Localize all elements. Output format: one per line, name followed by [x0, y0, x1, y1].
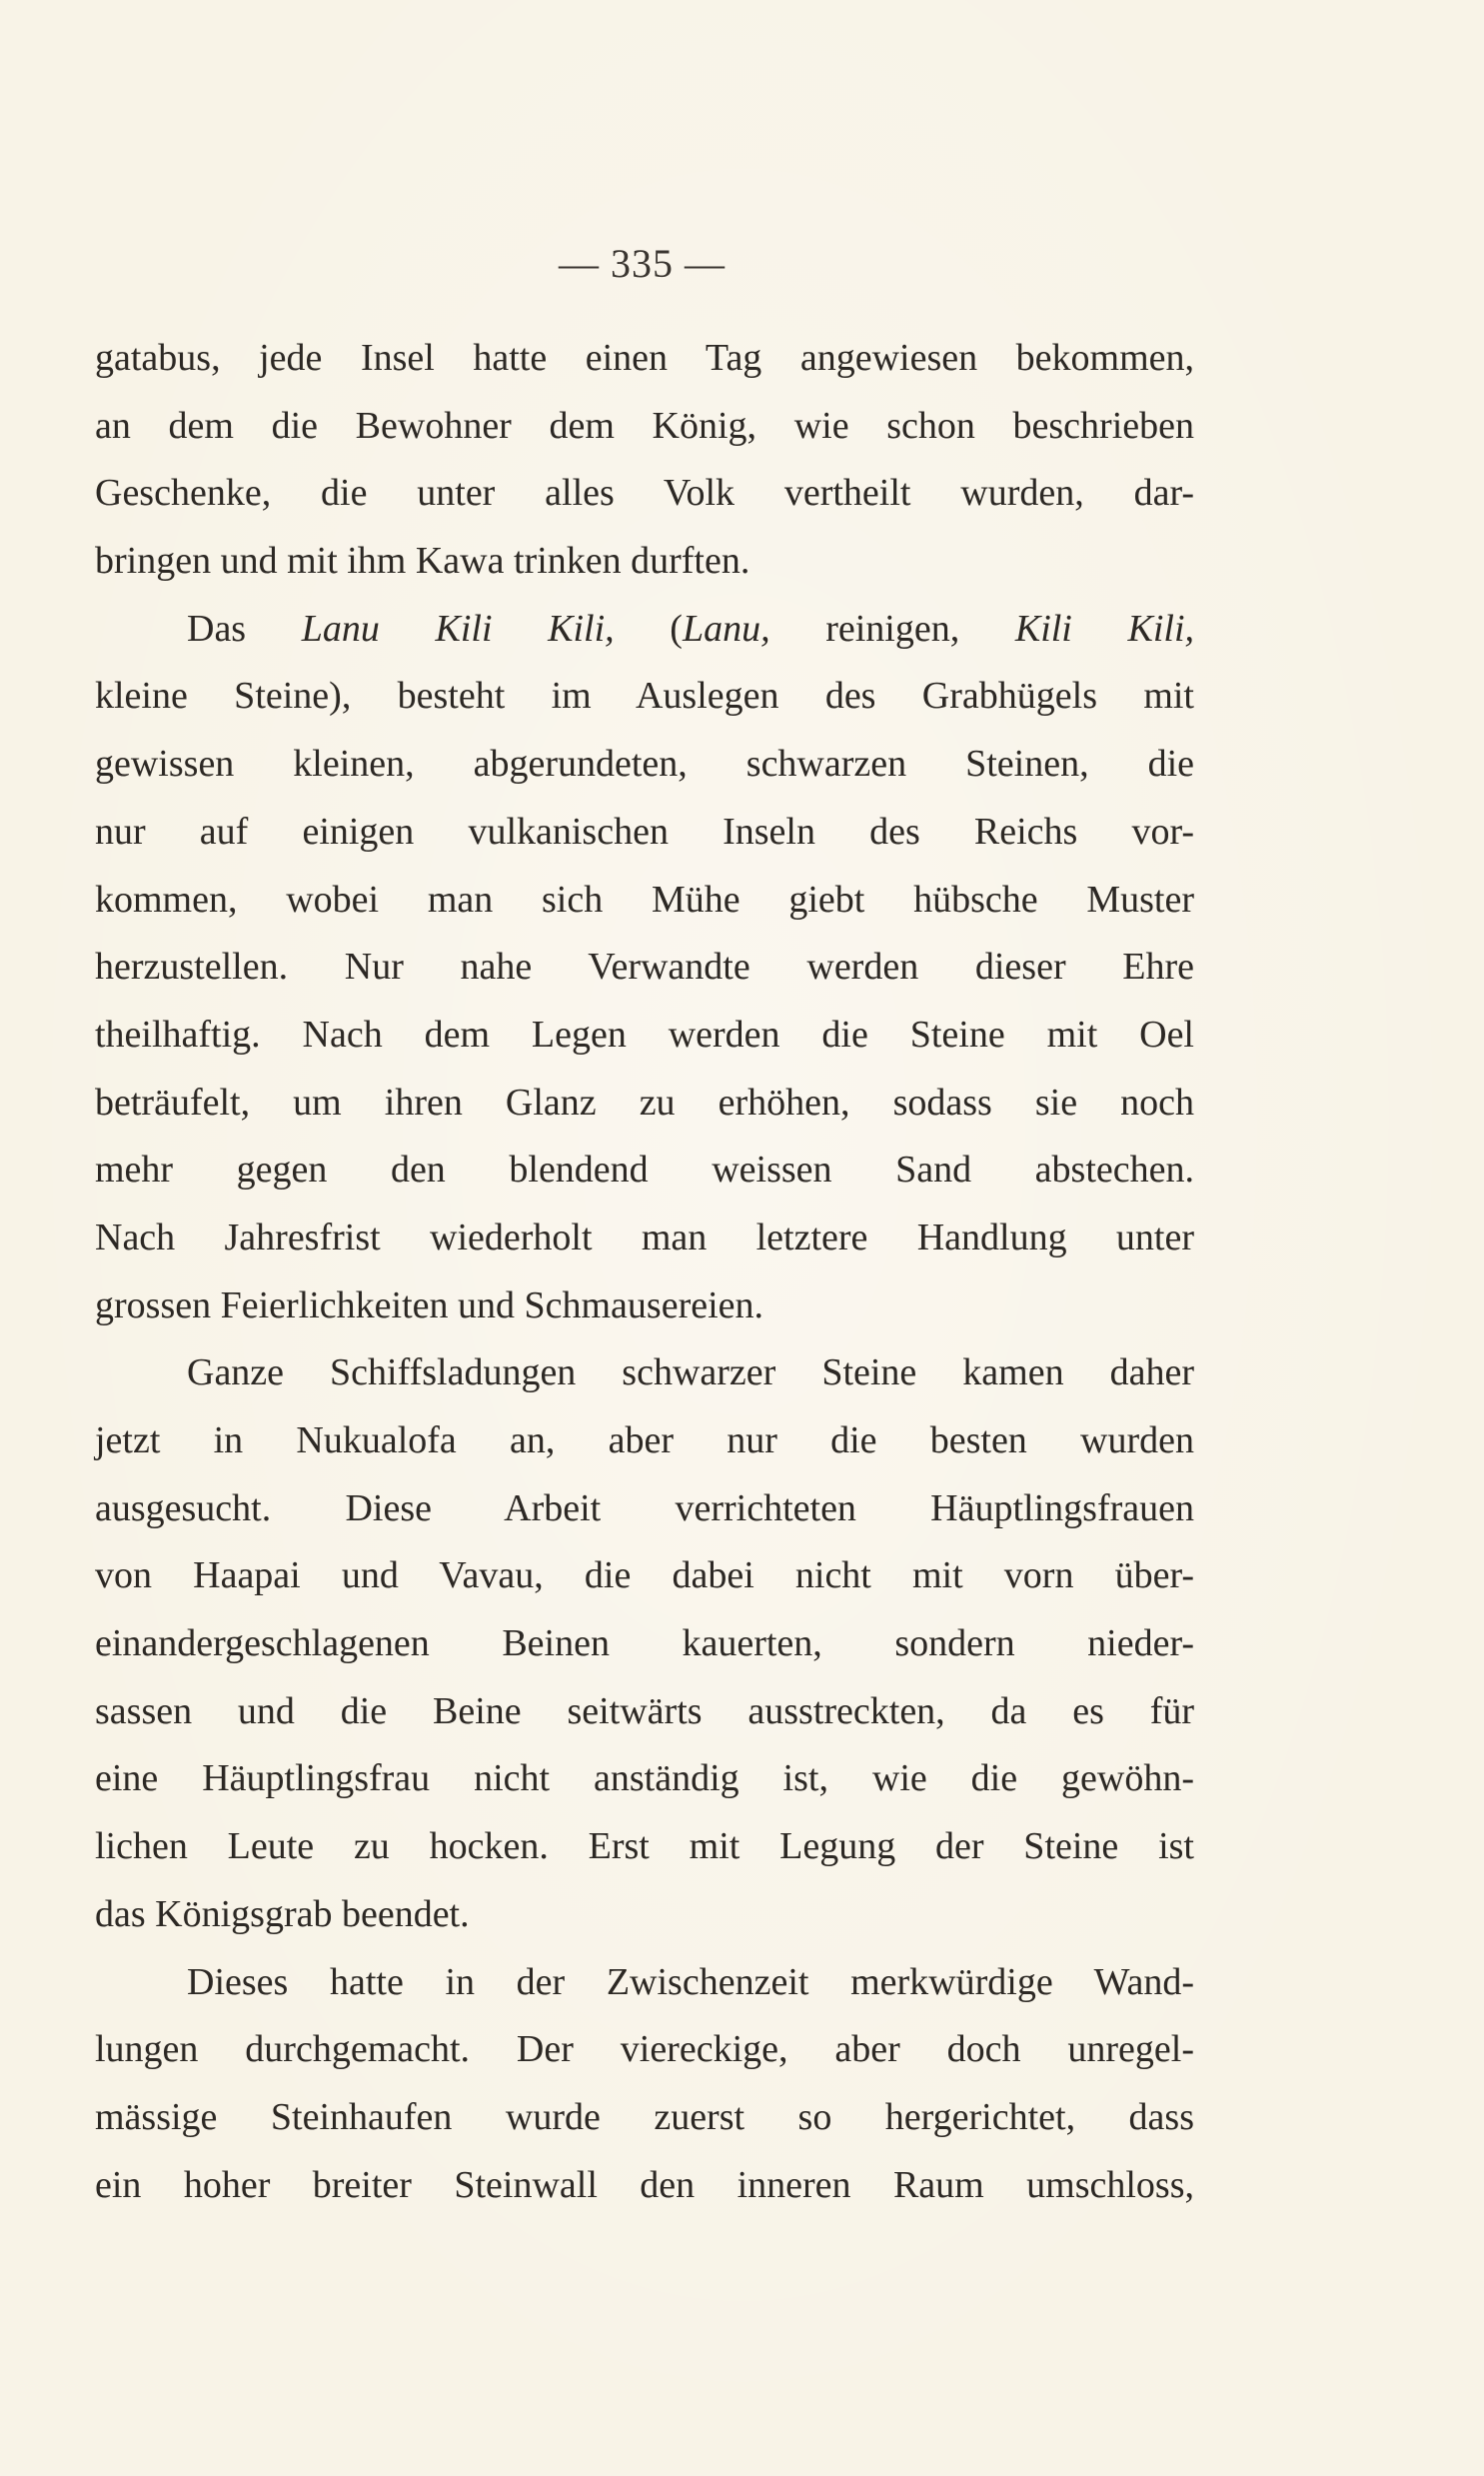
- text-line: mehr gegen den blendend weissen Sand abstechen.: [95, 1149, 1194, 1192]
- text-line: nur auf einigen vulkanischen Inseln des Reichs vor-: [95, 810, 1194, 853]
- italic-term: Kili Kili,: [1014, 607, 1195, 650]
- text-line: Nach Jahresfrist wiederholt man letztere Handlung unter: [95, 1216, 1194, 1258]
- text-line: ein hoher breiter Steinwall den inneren Raum umschloss,: [95, 2163, 1194, 2206]
- paren: (: [670, 607, 683, 650]
- text-line: kleine Steine), besteht im Auslegen des Grabhügels mit: [95, 675, 1194, 718]
- text-line: Geschenke, die unter alles Volk vertheilt wurden, dar-: [95, 472, 1194, 515]
- text-line: sassen und die Beine seitwärts ausstreckten, da es für: [95, 1689, 1194, 1732]
- text-line: gatabus, jede Insel hatte einen Tag angewiesen bekommen,: [95, 337, 1194, 379]
- page-number: — 335 —: [559, 241, 726, 286]
- text-line: jetzt in Nukualofa an, aber nur die besten wurden: [95, 1419, 1194, 1461]
- text-line: von Haapai und Vavau, die dabei nicht mit vorn über-: [95, 1554, 1194, 1597]
- text-line: gewissen kleinen, abgerundeten, schwarzen Steinen, die: [95, 743, 1194, 786]
- text-line: mässige Steinhaufen wurde zuerst so hergerichtet, dass: [95, 2095, 1194, 2138]
- text-line: Dieses hatte in der Zwischenzeit merkwürdige Wand-: [187, 1960, 1194, 2003]
- text-line: beträufelt, um ihren Glanz zu erhöhen, sodass sie noch: [95, 1081, 1194, 1124]
- text-line: herzustellen. Nur nahe Verwandte werden dieser Ehre: [95, 946, 1194, 989]
- text-line: kommen, wobei man sich Mühe giebt hübsche Muster: [95, 878, 1194, 921]
- text-line: lungen durchgemacht. Der viereckige, aber doch unregel-: [95, 2028, 1194, 2071]
- italic-term: Lanu Kili Kili,: [301, 607, 615, 650]
- text-line: lichen Leute zu hocken. Erst mit Legung der Steine ist: [95, 1825, 1194, 1868]
- text-line: theilhaftig. Nach dem Legen werden die Steine mit Oel: [95, 1013, 1194, 1056]
- text-line: das Königsgrab beendet.: [95, 1892, 470, 1935]
- text-line: bringen und mit ihm Kawa trinken durften.: [95, 540, 750, 583]
- text-word: Das: [187, 607, 247, 650]
- body-text: [95, 325, 1194, 2219]
- text-word: reinigen,: [825, 607, 960, 650]
- text-line: an dem die Bewohner dem König, wie schon beschrieben: [95, 404, 1194, 447]
- text-line-mixed: [95, 596, 1194, 664]
- text-line: ausgesucht. Diese Arbeit verrichteten Häuptlingsfrauen: [95, 1486, 1194, 1529]
- text-line: Ganze Schiffsladungen schwarzer Steine kamen daher: [187, 1351, 1194, 1394]
- text-line: einandergeschlagenen Beinen kauerten, sondern nieder-: [95, 1622, 1194, 1665]
- italic-term: Lanu,: [682, 607, 770, 650]
- text-line: eine Häuptlingsfrau nicht anständig ist, wie die gewöhn-: [95, 1757, 1194, 1800]
- text-line: grossen Feierlichkeiten und Schmausereien.: [95, 1283, 764, 1326]
